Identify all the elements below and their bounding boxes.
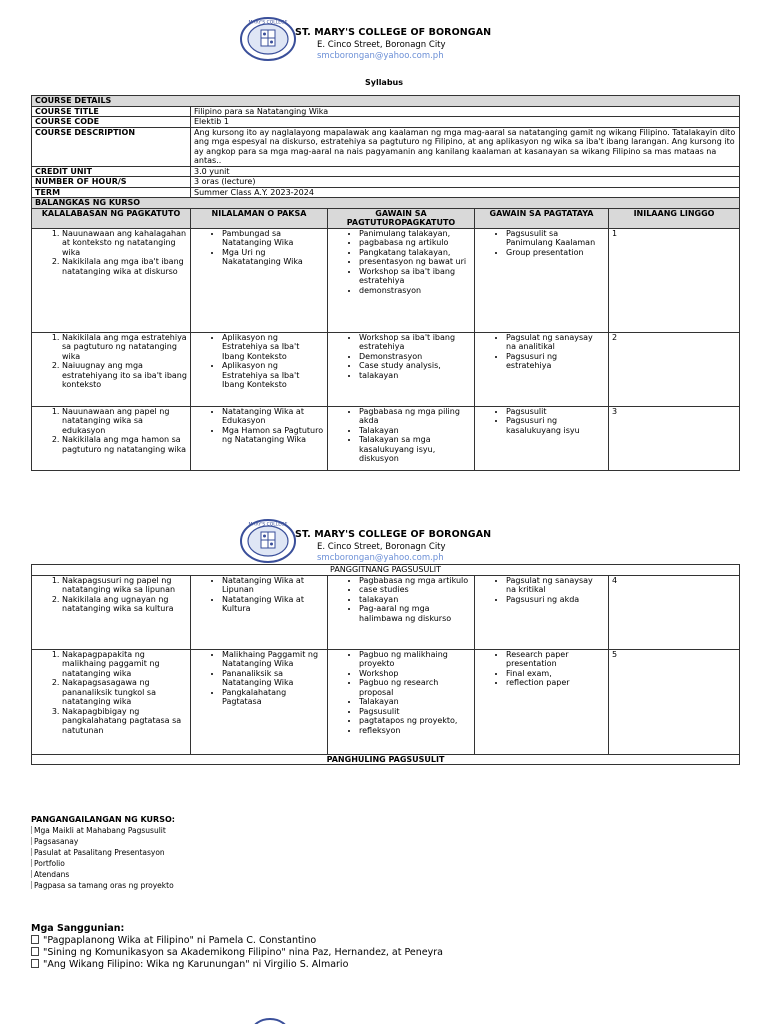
requirement-text: Pagsasanay [34,837,79,846]
list-item: • Pagsulat ng sanaysay na analitikal [506,333,605,352]
requirement-text: Portfolio [34,859,65,868]
week-cell: 1 [609,228,740,332]
list-item: • Case study analysis, [359,361,471,371]
course-details-heading: COURSE DETAILS [32,96,740,107]
list-item: • Natatanging Wika at Edukasyon [222,407,324,426]
requirements-title: PANGANGAILANGAN NG KURSO: [31,815,175,824]
course-requirements [31,814,175,891]
table-row [32,228,740,332]
college-name: ST. MARY'S COLLEGE OF BORONGAN [295,529,492,540]
term-label: TERM [32,187,191,198]
reference-text: "Pagpaplanong Wika at Filipino" ni Pamela C. Constantino [43,935,317,946]
svg-text:MARY'S COLLEGE: MARY'S COLLEGE [248,20,288,26]
list-item: • reflection paper [506,678,605,688]
svg-text:MARY'S COLLEGE: MARY'S COLLEGE [248,522,288,528]
list-item: 1. Nakapagpapakita ng malikhaing paggamit ng natatanging wika [62,650,187,679]
list-item: • Demonstrasyon [359,352,471,362]
list-item [31,836,175,847]
list-item: • Pagsusulit [359,707,471,717]
page-header [0,16,768,78]
list-item: • Malikhaing Paggamit ng Natatanging Wika [222,650,324,669]
course-description-value: Ang kursong ito ay naglalayong mapalawak ang kaalaman ng mga mag-aaral sa natatanging gamit ng wikang Filipino. Tatalakayin dito ang mga espesyal na diskurso, estratehiya sa pagtuturo ng Filipino, at ang aplikasyon ng wika sa iba't ibang larangan. Ang kursong ito ay angkop para sa mga mag-aaral na nais pagyamanin ang kanilang kaalaman at kasanayan sa wikang Filipino sa mas mataas na antas.. [191,127,740,166]
checkbox-icon [31,947,39,956]
list-item: • Natatanging Wika at Kultura [222,595,324,614]
list-item: • Aplikasyon ng Estratehiya sa Iba't Ibang Konteksto [222,333,324,362]
col-header-topics: NILALAMAN O PAKSA [191,208,328,228]
table-row [32,649,740,754]
list-item: 2. Nakikilala ang mga iba't ibang natatanging wika at diskurso [62,257,187,276]
week-cell: 5 [609,649,740,754]
list-item: 1. Nakapagsusuri ng papel ng natatanging wika sa lipunan [62,576,187,595]
list-item: • Workshop [359,669,471,679]
list-item: • case studies [359,585,471,595]
col-header-week: INILAANG LINGGO [609,208,740,228]
list-item [31,825,175,836]
list-item: • Pagsusulit [506,407,605,417]
course-description-label: COURSE DESCRIPTION [32,127,191,166]
checkbox-icon [31,935,39,944]
list-item: 2. Nakapagsasagawa ng pananaliksik tungkol sa natatanging wika [62,678,187,707]
list-item: • Pagsusulit sa Panimulang Kaalaman [506,229,605,248]
list-item: • talakayan [359,595,471,605]
week-cell: 2 [609,332,740,406]
requirement-text: Pagpasa sa tamang oras ng proyekto [34,881,174,890]
list-item: 1. Nauunawaan ang kahalagahan at konteksto ng natatanging wika [62,229,187,258]
list-item: • refleksyon [359,726,471,736]
college-email[interactable]: smcborongan@yahoo.com.ph [317,553,444,563]
list-item: • Pambungad sa Natatanging Wika [222,229,324,248]
requirement-text: Pasulat at Pasalitang Presentasyon [34,848,165,857]
references-title: Mga Sanggunian: [31,923,125,934]
week-cell: 3 [609,406,740,470]
list-item: • Mga Hamon sa Pagtuturo ng Natatanging Wika [222,426,324,445]
list-item: 2. Nakikilala ang ugnayan ng natatanging wika sa kultura [62,595,187,614]
list-item [31,858,175,869]
college-address: E. Cinco Street, Boronagn City [317,40,446,50]
reference-text: "Sining ng Komunikasyon sa Akademikong Filipino" nina Paz, Hernandez, at Peneyra [43,947,443,958]
reference-text: "Ang Wikang Filipino: Wika ng Karunungan" ni Virgilio S. Almario [43,959,349,970]
list-item: 3. Nakapagbibigay ng pangkalahatang pagtatasa sa natutunan [62,707,187,736]
college-address: E. Cinco Street, Boronagn City [317,542,446,552]
course-code-label: COURSE CODE [32,117,191,128]
list-item: • demonstrasyon [359,286,471,296]
table-row [32,406,740,470]
table-header-row [32,208,740,228]
college-seal-logo [240,518,296,564]
list-item: • Pag-aaral ng mga halimbawa ng diskurso [359,604,471,623]
references [31,922,443,971]
list-item: • Talakayan [359,697,471,707]
list-item: • Workshop sa iba't ibang estratehiya [359,267,471,286]
course-code-value: Elektib 1 [191,117,740,128]
list-item [31,947,443,959]
table-row [32,575,740,649]
list-item: • Pagsusuri ng kasalukuyang isyu [506,416,605,435]
list-item: • Workshop sa iba't ibang estratehiya [359,333,471,352]
list-item [31,935,443,947]
list-item: • Pagbabasa ng mga artikulo [359,576,471,586]
list-item [31,880,175,891]
college-seal-logo [240,16,296,62]
list-item: 2. Nakikilala ang mga hamon sa pagtuturo ng natatanging wika [62,435,187,454]
list-item: 2. Naiuugnay ang mga estratehiyang ito sa iba't ibang konteksto [62,361,187,390]
hours-value: 3 oras (lecture) [191,177,740,188]
course-title-value: Filipino para sa Natatanging Wika [191,106,740,117]
col-header-activities: GAWAIN SA PAGTUTUROPAGKATUTO [328,208,475,228]
list-item: • Panimulang talakayan, [359,229,471,239]
list-item: • Pangkalahatang Pagtatasa [222,688,324,707]
list-item: • pagbabasa ng artikulo [359,238,471,248]
list-item: • Pagsulat ng sanaysay na kritikal [506,576,605,595]
list-item: • Pangkatang talakayan, [359,248,471,258]
final-exam-label: PANGHULING PAGSUSULIT [32,754,740,765]
list-item: 1. Nakikilala ang mga estratehiya sa pagtuturo ng natatanging wika [62,333,187,362]
requirement-text: Atendans [34,870,70,879]
term-value: Summer Class A.Y. 2023-2024 [191,187,740,198]
col-header-assessment: GAWAIN SA PAGTATAYA [475,208,609,228]
list-item [31,959,443,971]
requirement-text: Mga Maikli at Mahabang Pagsusulit [34,826,166,835]
list-item: • Mga Uri ng Nakatatanging Wika [222,248,324,267]
list-item: • Natatanging Wika at Lipunan [222,576,324,595]
week-cell: 4 [609,575,740,649]
list-item: • Pagsusuri ng estratehiya [506,352,605,371]
list-item: • talakayan [359,371,471,381]
list-item: • Pagbuo ng research proposal [359,678,471,697]
list-item: • Pagbabasa ng mga piling akda [359,407,471,426]
list-item: • Group presentation [506,248,605,258]
course-outline-heading: BALANGKAS NG KURSO [32,198,740,209]
college-email[interactable]: smcborongan@yahoo.com.ph [317,51,444,61]
list-item [31,869,175,880]
list-item: • Research paper presentation [506,650,605,669]
college-name: ST. MARY'S COLLEGE OF BORONGAN [295,27,492,38]
midterm-exam-label: PANGGITNANG PAGSUSULIT [32,565,740,576]
list-item: • Pagbuo ng malikhaing proyekto [359,650,471,669]
list-item: • pagtatapos ng proyekto, [359,716,471,726]
list-item [31,847,175,858]
course-table-continued [31,564,740,765]
checkbox-icon [31,959,39,968]
hours-label: NUMBER OF HOUR/S [32,177,191,188]
next-page-logo-partial [250,1018,290,1024]
list-item: 1. Nauunawaan ang papel ng natatanging wika sa edukasyon [62,407,187,436]
list-item: • Talakayan sa mga kasalukuyang isyu, diskusyon [359,435,471,464]
credit-unit-value: 3.0 yunit [191,166,740,177]
list-item: • presentasyon ng bawat uri [359,257,471,267]
col-header-outcomes: KALALABASAN NG PAGKATUTO [32,208,191,228]
list-item: • Talakayan [359,426,471,436]
list-item: • Pananaliksik sa Natatanging Wika [222,669,324,688]
list-item: • Aplikasyon ng Estratehiya sa Iba't Ibang Konteksto [222,361,324,390]
list-item: • Pagsusuri ng akda [506,595,605,605]
course-title-label: COURSE TITLE [32,106,191,117]
doc-title: Syllabus [364,78,404,87]
list-item: • Final exam, [506,669,605,679]
course-table [31,95,740,471]
table-row [32,332,740,406]
credit-unit-label: CREDIT UNIT [32,166,191,177]
